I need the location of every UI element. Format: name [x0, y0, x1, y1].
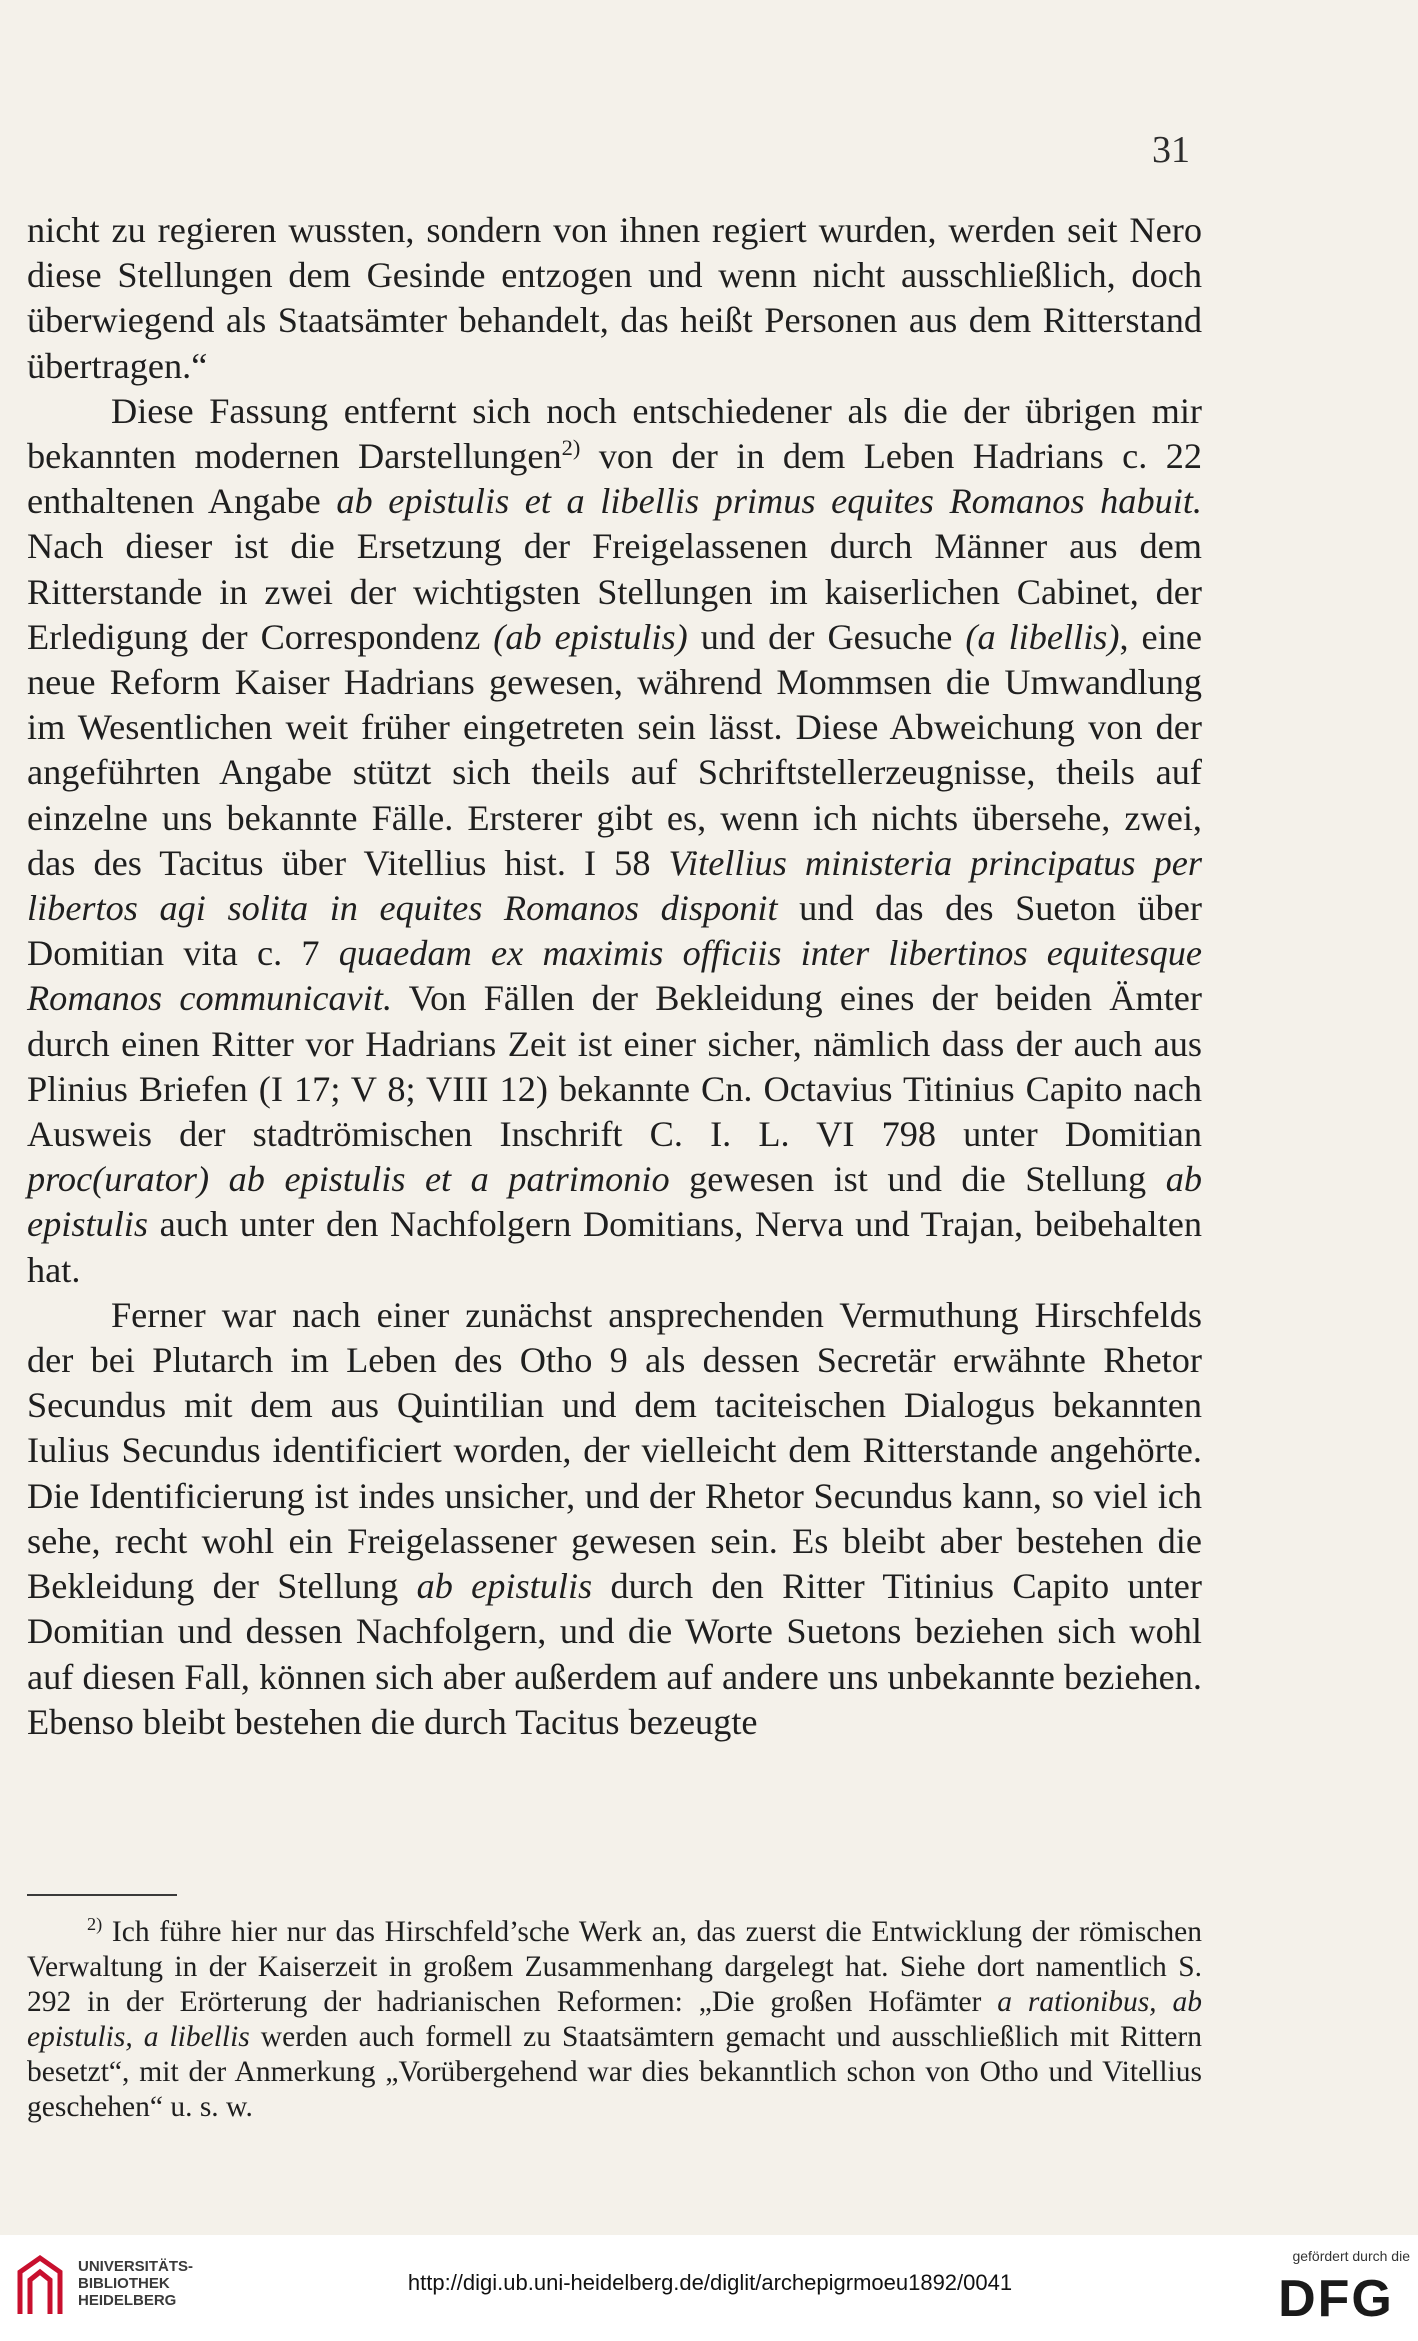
paragraph — [27, 208, 1202, 389]
university-library-logo-icon — [14, 2252, 66, 2318]
italic-text: (a libellis) — [965, 616, 1120, 657]
body-text — [27, 208, 1202, 1745]
text-run: und das des Sueton über Domitian vita c. 7 — [27, 888, 1202, 974]
library-name-line: HEIDELBERG — [78, 2292, 177, 2309]
footnote — [27, 1915, 1202, 2125]
permalink-url[interactable]: http://digi.ub.uni-heidelberg.de/diglit/archepigrmoeu1892/0041 — [407, 2270, 1013, 2295]
text-run: Von Fällen der Bekleidung eines der beiden Ämter durch einen Ritter vor Hadrians Zeit ist einer sicher, nämlich dass der auch aus Plinius Briefen (I 17; V 8; VIII 12) bekannte Cn. Octavius Titinius Capito nach Ausweis der stadtrömischen Inschrift C. I. L. VI 798 unter Domitian — [27, 978, 1202, 1155]
footnote-marker: 2) — [561, 434, 581, 460]
text-run: und der Gesuche — [687, 616, 966, 657]
dfg-logo-icon — [1262, 2268, 1410, 2326]
library-name-line: BIBLIOTHEK — [78, 2275, 170, 2292]
text-run: durch den Ritter Titinius Capito unter Domitian und dessen Nachfolgern, und die Worte Suetons beziehen sich wohl auf diesen Fall, können sich aber außerdem auf andere uns unbekannte beziehen. Ebenso bleibt bestehen die durch Tacitus bezeugte — [27, 1566, 1202, 1742]
italic-text: Vitellius ministeria principatus per libertos agi solita in equites Romanos disponit — [27, 842, 1202, 929]
library-name-line: UNIVERSITÄTS- — [78, 2258, 194, 2275]
text-run: Diese Fassung entfernt sich noch entschiedener als die der übrigen mir bekannten modernen Darstellungen — [27, 390, 1202, 477]
paragraph — [27, 1293, 1202, 1745]
text-run: nicht zu regieren wussten, sondern von ihnen regiert wurden, werden seit Nero diese Stellungen dem Gesinde entzogen und wenn nicht ausschließlich, doch überwiegend als Staatsämter behandelt, das heißt Personen aus dem Ritterstand übertragen.“ — [27, 210, 1202, 386]
italic-text: ab epistulis — [416, 1566, 593, 1607]
italic-text: (ab epistulis) — [493, 616, 688, 657]
dfg-logo-text: DFG — [1278, 2270, 1394, 2326]
funded-by-label: gefördert durch die — [1292, 2248, 1410, 2264]
italic-text: ab epistulis — [27, 1159, 1202, 1245]
italic-text: a rationibus, ab epistulis, a libellis — [27, 1986, 1202, 2053]
text-run: von der in dem Leben Hadrians c. 22 enthaltenen Angabe — [27, 436, 1202, 522]
footnote-paragraph — [27, 1915, 1202, 2125]
text-run: gewesen ist und die Stellung — [669, 1159, 1166, 1200]
italic-text: quaedam ex maximis officiis inter libertinos equitesque Romanos communicavit. — [27, 933, 1202, 1019]
page-number: 31 — [1152, 129, 1190, 171]
paragraph — [27, 389, 1202, 1293]
text-run: werden auch formell zu Staatsämtern gemacht und ausschließlich mit Rittern besetzt“, mit der Anmerkung „Vorübergehend war dies bekanntlich schon von Otho und Vitellius geschehen“ u. s. w. — [27, 2021, 1202, 2123]
footnote-marker: 2) — [87, 1914, 103, 1935]
text-run: Nach dieser ist die Ersetzung der Freigelassenen durch Männer aus dem Ritterstande in zwei der wichtigsten Stellungen im kaiserlichen Cabinet, der Erledigung der Correspondenz — [27, 526, 1202, 657]
footnote-separator — [27, 1894, 177, 1896]
text-run: , eine neue Reform Kaiser Hadrians gewesen, während Mommsen die Umwandlung im Wesentlichen weit früher eingetreten sein lässt. Diese Abweichung von der angeführten Angabe stützt sich theils auf Schriftstellerzeugnisse, theils auf einzelne uns bekannte Fälle. Ersterer gibt es, wenn ich nichts übersehe, zwei, das des Tacitus über Vitellius hist. I 58 — [27, 616, 1202, 883]
text-run: auch unter den Nachfolgern Domitians, Nerva und Trajan, beibehalten hat. — [27, 1204, 1202, 1290]
university-library-name — [78, 2258, 248, 2309]
italic-text: ab epistulis et a libellis primus equites Romanos habuit. — [336, 481, 1202, 522]
text-run: Ferner war nach einer zunächst ansprechenden Vermuthung Hirschfelds der bei Plutarch im Leben des Otho 9 als dessen Secretär erwähnte Rhetor Secundus mit dem aus Quintilian und dem taciteischen Dialogus bekannten Iulius Secundus identificiert worden, der vielleicht dem Ritterstande angehörte. Die Identificierung ist indes unsicher, und der Rhetor Secundus kann, so viel ich sehe, recht wohl ein Freigelassener gewesen sein. Es bleibt aber bestehen die Bekleidung der Stellung — [27, 1294, 1202, 1607]
text-run: Ich führe hier nur das Hirschfeld’sche Werk an, das zuerst die Entwicklung der römischen Verwaltung in der Kaiserzeit in großem Zusammenhang dargelegt hat. Siehe dort namentlich S. 292 in der Erörterung der hadrianischen Reformen: „Die großen Hofämter — [27, 1916, 1202, 2018]
italic-text: proc(urator) ab epistulis et a patrimonio — [27, 1159, 670, 1200]
